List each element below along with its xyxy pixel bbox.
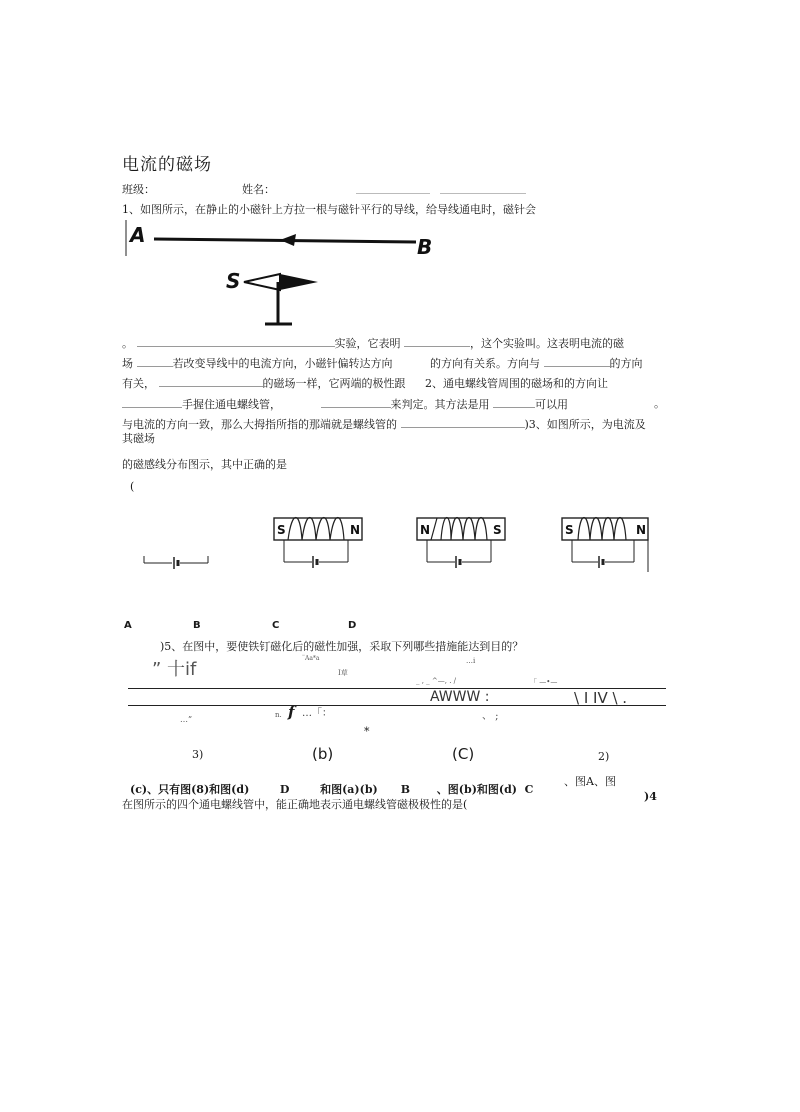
option-label-c: C xyxy=(272,620,280,631)
blank-3 xyxy=(137,356,173,367)
q5-options: (c)、只有图(8)和图(d) D 和图(a)(b) B 、图(b)和图(d) C xyxy=(130,783,534,796)
question-1-stem: 1、如图所示，在静止的小磁针上方拉一根与磁针平行的导线，给导线通电时，磁针会 xyxy=(122,203,536,216)
text-line-6: 其磁场 xyxy=(122,432,155,445)
text-line-4 xyxy=(122,397,568,411)
line3-text-a: 有关， xyxy=(122,377,155,390)
q5-fig-label-2: (b) xyxy=(312,745,334,763)
blank-7 xyxy=(321,397,391,408)
figure-a-battery xyxy=(144,556,208,569)
line2-text-c: 的方向有关系。方向与 xyxy=(430,357,540,370)
q5-fig-label-4: 2) xyxy=(598,750,610,763)
class-label: 班级： xyxy=(122,183,155,196)
garbled-fragment-1: ” 十if xyxy=(152,659,197,680)
line5-text-b: )3、如图所示，为电流及 xyxy=(524,418,646,431)
current-arrow xyxy=(280,234,296,246)
fig-c-left-pole: N xyxy=(420,523,431,537)
answer-paren: ( xyxy=(130,480,135,493)
needle-north-half xyxy=(280,274,318,290)
figure-c-solenoid xyxy=(417,518,505,569)
q5-options-tail-2: )4 xyxy=(644,790,657,803)
line1-text-b: ，这个实验叫。这表明电流的磁 xyxy=(470,337,624,350)
blank-1 xyxy=(137,336,335,347)
garbled-fragment-4: I草 xyxy=(338,669,348,677)
garbled-fragment-6: 「 —•— xyxy=(530,678,558,686)
garbled-fragment-2: ¨Aa*a xyxy=(302,655,320,662)
figure-d-solenoid xyxy=(562,518,648,573)
name-label: 姓名： xyxy=(242,183,275,196)
name-blank-2 xyxy=(440,193,526,194)
garbled-fragment-12: …「： xyxy=(302,708,332,719)
line4-text-b: 来判定。其方法是用 xyxy=(390,398,490,411)
garbled-fragment-11: f xyxy=(288,703,295,721)
garbled-fragment-8: 、 ; xyxy=(482,711,499,722)
garbled-fragment-10: …” xyxy=(180,715,193,724)
needle-south-half xyxy=(244,274,280,290)
blank-4 xyxy=(544,356,610,367)
line2-text-a: 场 xyxy=(122,357,133,370)
line4-text-c: 可以用 xyxy=(535,398,568,411)
option-label-b: B xyxy=(193,620,201,631)
fig-b-left-pole: S xyxy=(277,523,286,537)
blank-2 xyxy=(404,336,470,347)
option-label-d: D xyxy=(348,620,357,631)
line2-text-b: 若改变导线中的电流方向，小磁针偏转达方向 xyxy=(172,357,393,370)
garbled-fragment-9: \ I IV \ . xyxy=(574,689,628,707)
blank-9 xyxy=(401,417,525,428)
q5-fig-label-3: (C) xyxy=(452,745,475,763)
name-blank-1 xyxy=(356,193,430,194)
line3-text-b: 的磁场一样，它两端的极性跟 xyxy=(262,377,406,390)
garbled-fragment-7: AWWW : xyxy=(430,689,490,705)
figure-b-solenoid xyxy=(274,518,362,569)
line2-text-d: 的方向 xyxy=(609,357,643,370)
garbled-fragment-5: _ , _ ^—, . / xyxy=(416,677,457,685)
page-title: 电流的磁场 xyxy=(122,155,212,175)
line3-text-c: 2、通电螺线管周围的磁场和的方向让 xyxy=(425,377,608,390)
q5-fig-label-1: 3) xyxy=(192,748,204,761)
fig-d-right-pole: N xyxy=(636,523,647,537)
q4-stem: 在图所示的四个通电螺线管中，能正确地表示通电螺线管磁极极性的是( xyxy=(122,798,468,811)
text-line-7: 的磁感线分布图示，其中正确的是 xyxy=(122,458,287,471)
fig-d-left-pole: S xyxy=(565,523,574,537)
text-line-5 xyxy=(122,417,646,431)
line1-prefix: 。 xyxy=(122,337,133,350)
wire-needle-figure xyxy=(120,220,440,330)
blank-8 xyxy=(493,397,535,408)
garbled-fragment-3: …i xyxy=(466,657,476,665)
garbled-fragment-14: * xyxy=(364,725,370,738)
wire-end-b: B xyxy=(417,235,433,259)
garbled-fragment-13: n. xyxy=(275,711,282,719)
wire-end-a: A xyxy=(130,223,146,247)
text-line-2 xyxy=(122,356,643,370)
text-line-1 xyxy=(122,336,624,350)
q5-options-tail: 、图A、图 xyxy=(564,775,616,788)
question-5-stem: )5、在图中，要使铁钉磁化后的磁性加强，采取下列哪些措施能达到目的？ xyxy=(160,640,524,653)
fig-b-right-pole: N xyxy=(350,523,361,537)
needle-south-label: S xyxy=(226,269,241,293)
line5-text-a: 与电流的方向一致，那么大拇指所指的那端就是螺线管的 xyxy=(122,418,397,431)
solenoid-figures xyxy=(130,510,660,580)
option-label-a: A xyxy=(124,620,132,631)
fig-c-right-pole: S xyxy=(493,523,502,537)
line4-text-a: 手握住通电螺线管， xyxy=(182,398,281,411)
line1-text-a: 实验，它表明 xyxy=(334,337,401,350)
blank-5 xyxy=(159,376,263,387)
text-line-3 xyxy=(122,376,608,390)
line4-end-dot: 。 xyxy=(654,397,665,410)
blank-6 xyxy=(122,397,182,408)
